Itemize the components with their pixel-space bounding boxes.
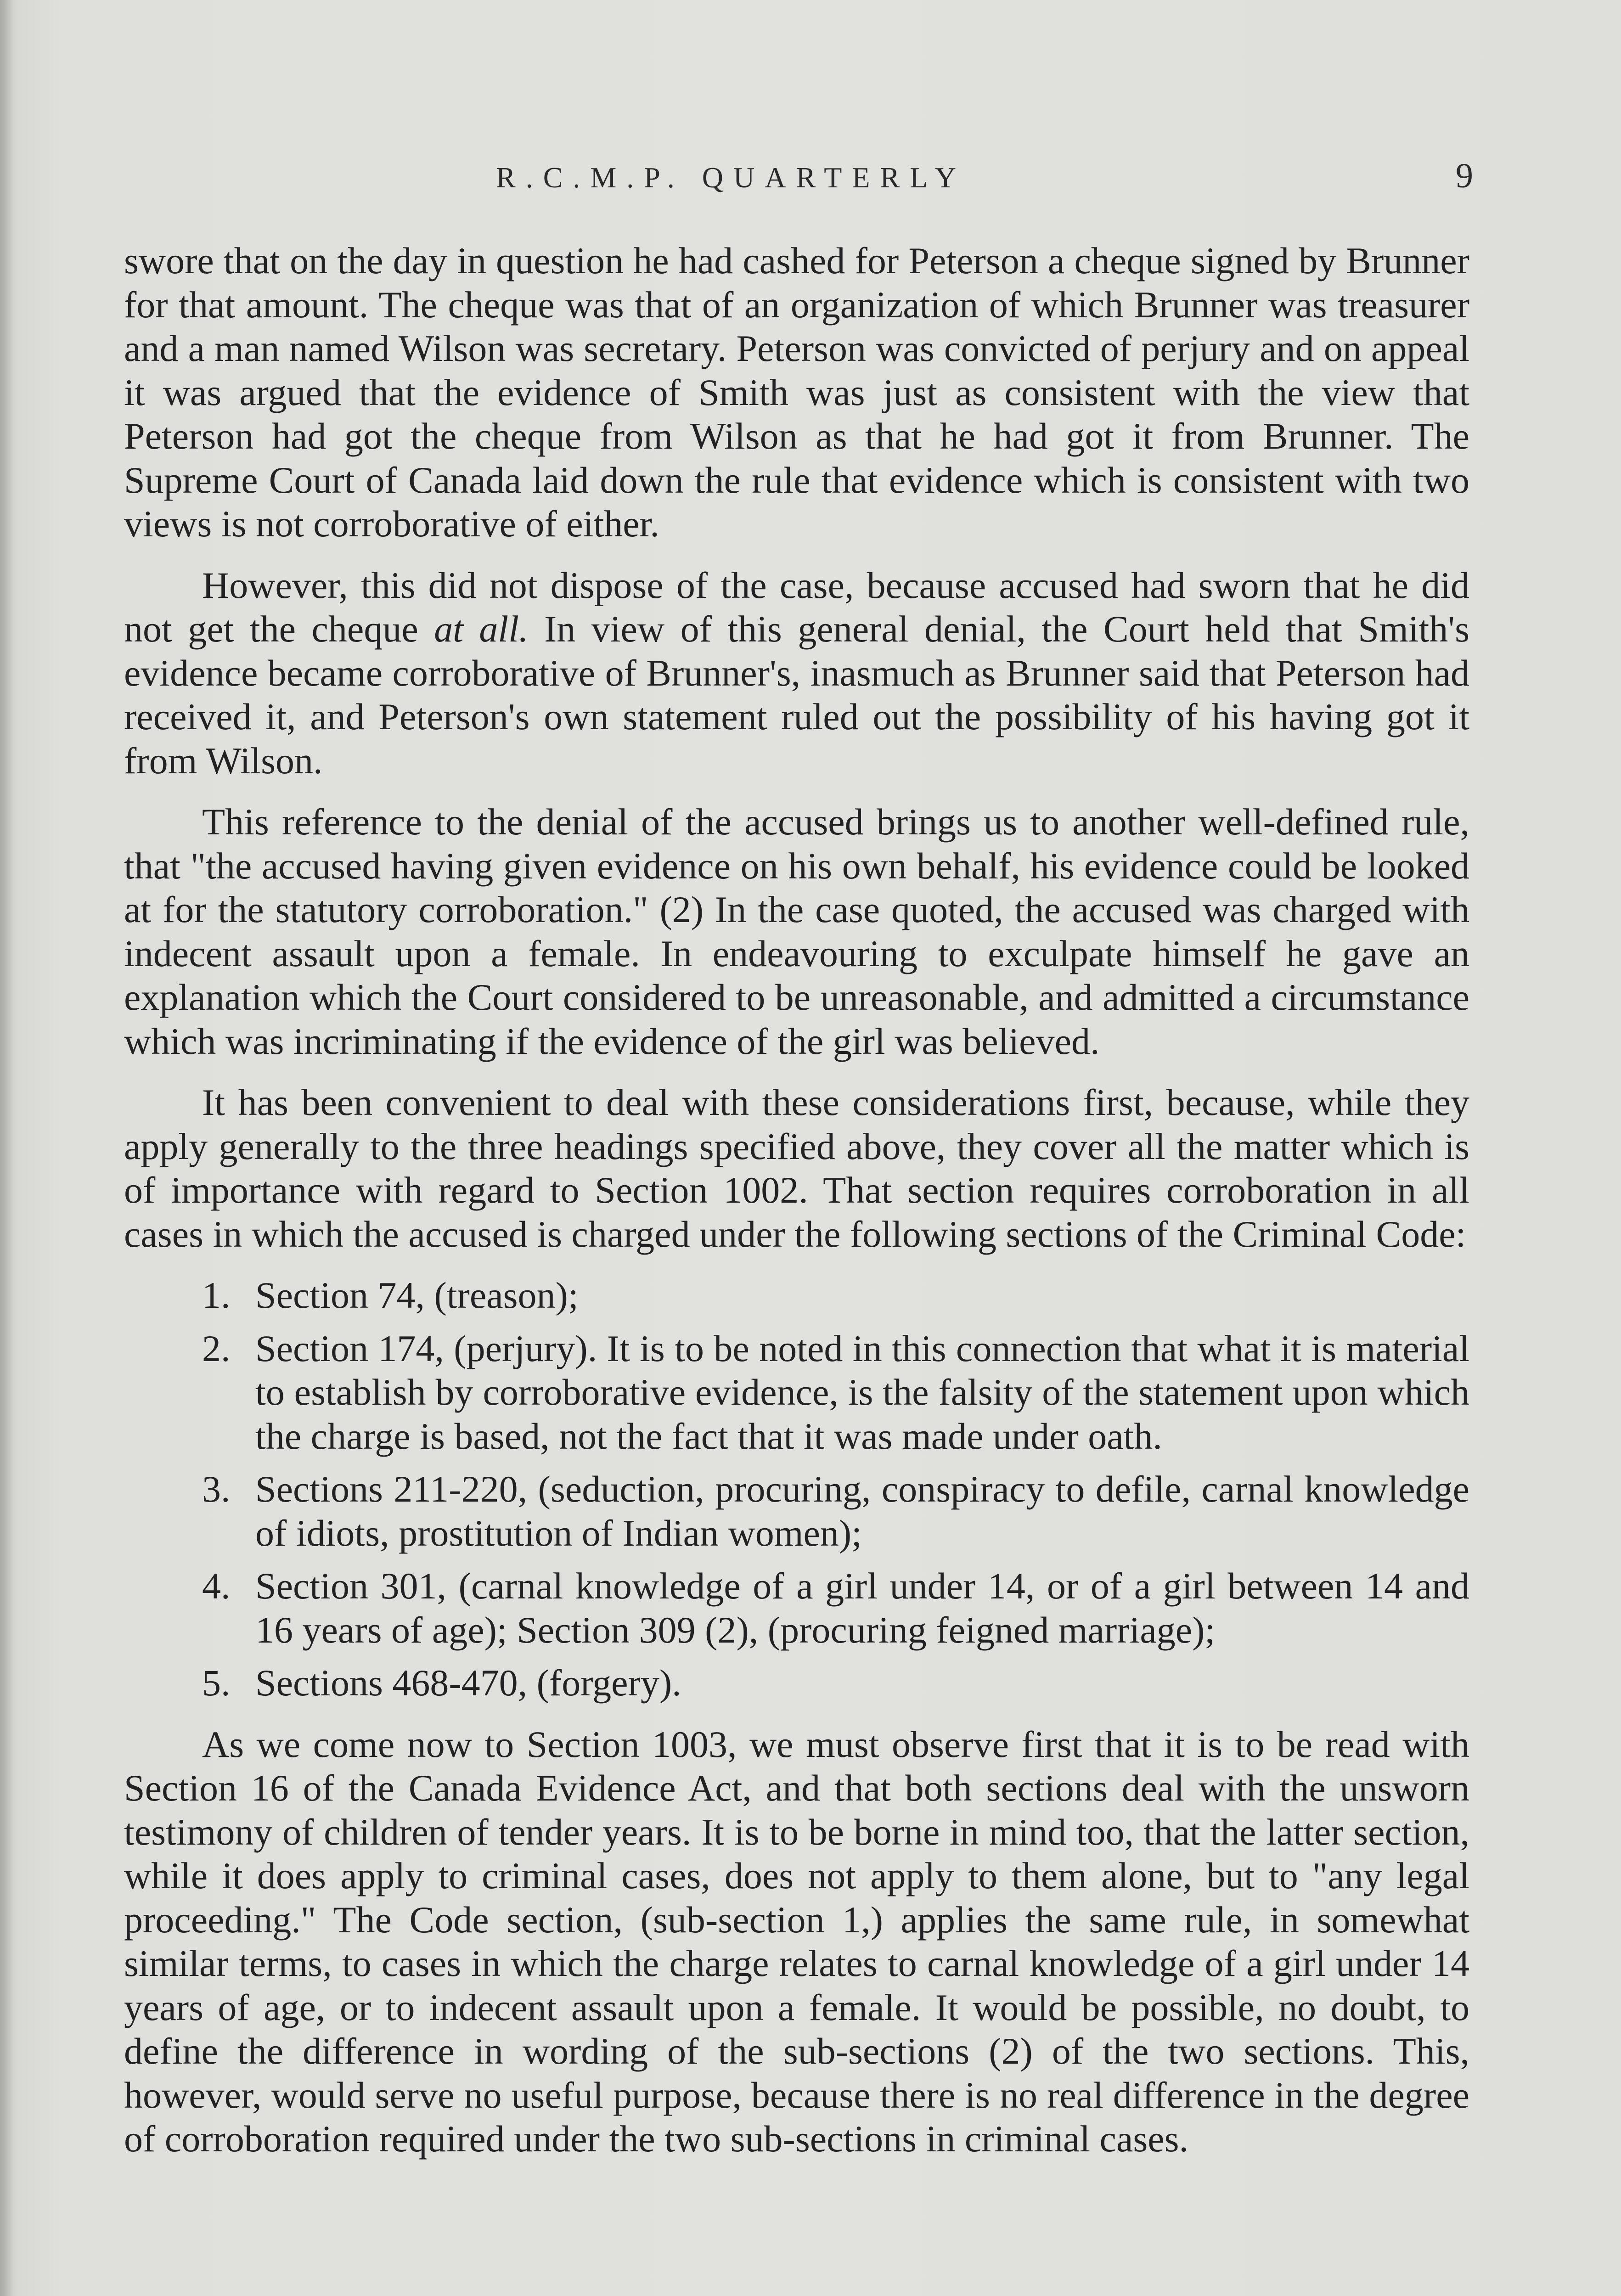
paragraph-1: swore that on the day in question he had cashed for Peterson a cheque signed by Brunner for that amount. The cheque was that of an organization of which Brunner was treasurer and a man named Wilson was secretary. Peterson was convicted of perjury and on appeal it was argued that the evidence of Smith was just as consistent with the view that Peterson had got the cheque from Wilson as that he had got it from Brunner. The Supreme Court of Canada laid down the rule that evidence which is consistent with two views is not corroborative of either.: [124, 240, 1469, 545]
page-number: 9: [1456, 157, 1473, 195]
list-item-text: Sections 468-470, (forgery).: [255, 1662, 681, 1704]
list-item-text: Section 174, (perjury). It is to be noted in this connection that what it is material to establish by corroborative evidence, is the falsity of the statement upon which the charge is based, not the fact that it was made under oath.: [255, 1327, 1469, 1457]
list-item-number: 1.: [202, 1274, 231, 1316]
list-item-number: 3.: [202, 1468, 231, 1510]
spine-shadow: [0, 0, 14, 2296]
list-item: [124, 1661, 1469, 1705]
list-item: [124, 1467, 1469, 1555]
list-item-number: 4.: [202, 1565, 231, 1607]
journal-title: R.C.M.P. QUARTERLY: [496, 161, 967, 194]
paragraph-3: This reference to the denial of the accused brings us to another well-defined rule, that "the accused having given evidence on his own behalf, his evidence could be looked at for the statutory corroboration." (2) In the case quoted, the accused was charged with indecent assault upon a female. In endeavouring to exculpate himself he gave an explanation which the Court considered to be unreasonable, and admitted a circumstance which was incriminating if the evidence of the girl was believed.: [124, 801, 1469, 1062]
list-item: [124, 1564, 1469, 1652]
criminal-code-sections-list: [124, 1273, 1469, 1705]
paragraph-2-part-2: In view of this general denial, the Court held that Smith's evidence became corroborative of Brunner's, inasmuch as Brunner said that Peterson had received it, and Peterson's own statement ruled out the possibility of his having got it from Wilson.: [124, 608, 1469, 782]
list-item: [124, 1327, 1469, 1458]
list-item-number: 2.: [202, 1327, 231, 1369]
paragraph-4: It has been convenient to deal with these considerations first, because, while they apply generally to the three headings specified above, they cover all the matter which is of importance with regard to Section 1002. That section requires corroboration in all cases in which the accused is charged under the following sections of the Criminal Code:: [124, 1081, 1469, 1255]
list-item-text: Sections 211-220, (seduction, procuring, conspiracy to defile, carnal knowledge of idiots, prostitution of Indian women);: [255, 1468, 1469, 1554]
running-head: [0, 156, 1621, 211]
paragraph-2-part-1: However, this did not dispose of the case, because accused had sworn that he did not get the cheque: [124, 564, 1469, 650]
list-item-number: 5.: [202, 1662, 231, 1704]
list-item-text: Section 74, (treason);: [255, 1274, 579, 1316]
paragraph-5: As we come now to Section 1003, we must observe first that it is to be read with Section 16 of the Canada Evidence Act, and that both sections deal with the unsworn testimony of children of tender years. It is to be borne in mind too, that the latter section, while it does apply to criminal cases, does not apply to them alone, but to "any legal proceeding." The Code section, (sub-section 1,) applies the same rule, in somewhat similar terms, to cases in which the charge relates to carnal knowledge of a girl under 14 years of age, or to indecent assault upon a female. It would be possible, no doubt, to define the difference in wording of the sub-sections (2) of the two sections. This, however, would serve no useful purpose, because there is no real difference in the degree of corroboration required under the two sub-sections in criminal cases.: [124, 1723, 1469, 2160]
paragraph-2-italic: at all.: [434, 608, 529, 650]
list-item: [124, 1273, 1469, 1317]
article-body: [124, 239, 1469, 2178]
paragraph-2: [124, 563, 1469, 783]
list-item-text: Section 301, (carnal knowledge of a girl under 14, or of a girl between 14 and 16 years of age); Section 309 (2), (procuring feigned marriage);: [255, 1565, 1469, 1651]
